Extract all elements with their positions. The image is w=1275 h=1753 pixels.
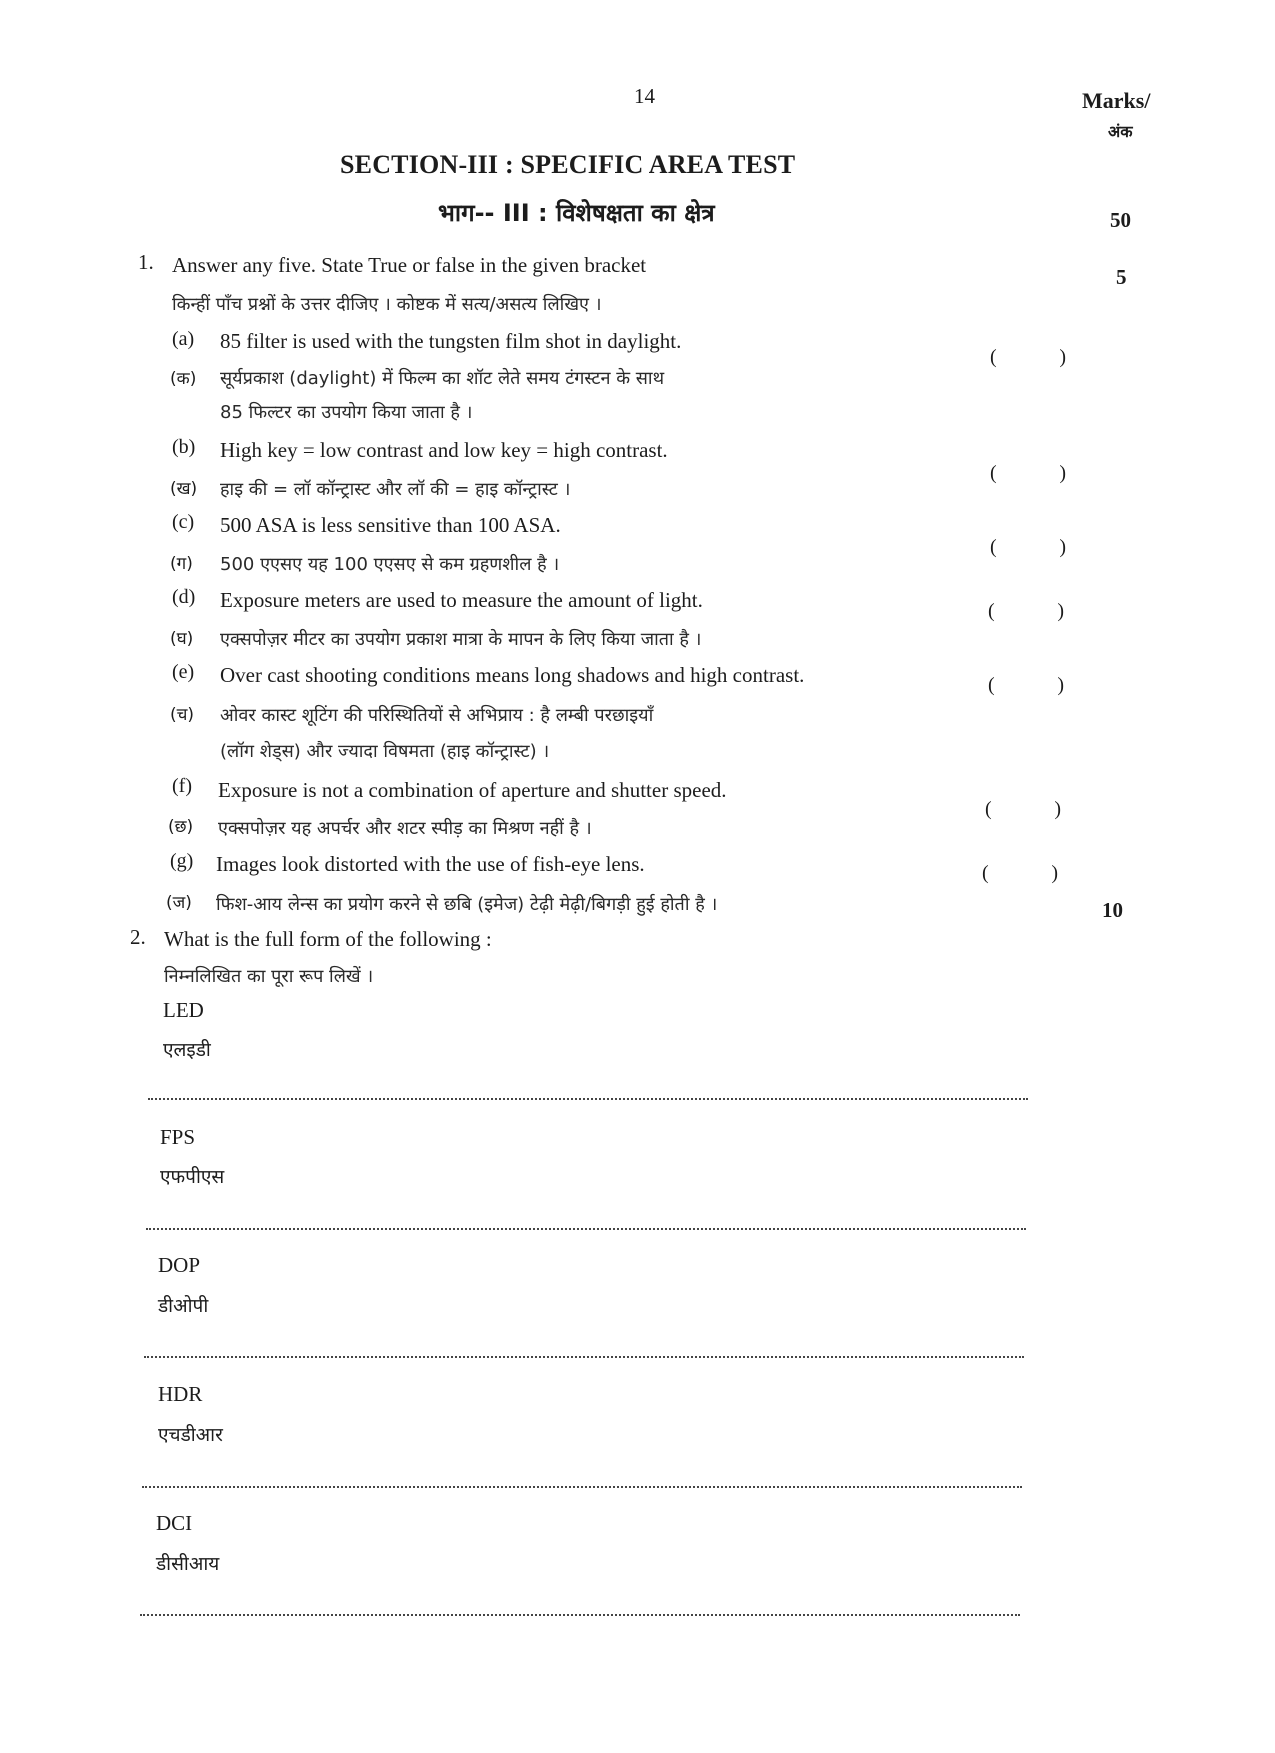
item-b-text-hindi: हाइ की = लॉ कॉन्ट्रास्ट और लॉ की = हाइ कॉन्ट्रास्ट । — [220, 479, 571, 500]
term-hdr-hindi: एचडीआर — [158, 1424, 223, 1446]
question-2-number: 2. — [130, 925, 146, 949]
term-hdr: HDR — [158, 1382, 203, 1406]
answer-line-dci[interactable] — [140, 1614, 1020, 1616]
item-e-answer-bracket — [988, 674, 1064, 697]
item-d-text-hindi: एक्सपोज़र मीटर का उपयोग प्रकाश मात्रा के मापन के लिए किया जाता है । — [220, 629, 702, 650]
item-c-label-hindi: (ग) — [170, 554, 193, 574]
item-a-label: (a) — [172, 328, 195, 350]
bracket-open: ( — [990, 536, 997, 558]
item-g-text: Images look distorted with the use of fish-eye lens. — [216, 852, 645, 876]
question-2-marks: 10 — [1102, 898, 1123, 922]
bracket-close: ) — [1051, 862, 1058, 884]
item-a-label-hindi: (क) — [170, 369, 197, 389]
item-c-label: (c) — [172, 511, 195, 533]
item-b-label: (b) — [172, 436, 196, 458]
term-fps: FPS — [160, 1125, 196, 1149]
item-b-label-hindi: (ख) — [170, 479, 198, 499]
bracket-open: ( — [988, 600, 995, 622]
item-c-answer-bracket — [990, 536, 1066, 559]
answer-line-hdr[interactable] — [142, 1486, 1022, 1488]
item-a-answer-bracket — [990, 346, 1066, 369]
bracket-open: ( — [990, 462, 997, 484]
bracket-close: ) — [1057, 600, 1064, 622]
item-e-text-hindi-cont: (लॉग शेड्स) और ज्यादा विषमता (हाइ कॉन्ट्रास्ट) । — [220, 741, 550, 762]
item-c-text-hindi: 500 एएसए यह 100 एएसए से कम ग्रहणशील है । — [220, 554, 560, 575]
bracket-open: ( — [988, 674, 995, 696]
item-d-label-hindi: (घ) — [170, 629, 194, 649]
item-d-answer-bracket — [988, 600, 1064, 623]
item-f-text: Exposure is not a combination of aperture and shutter speed. — [218, 778, 727, 802]
bracket-close: ) — [1059, 462, 1066, 484]
item-c-text: 500 ASA is less sensitive than 100 ASA. — [220, 513, 561, 537]
item-f-label-hindi: (छ) — [168, 817, 194, 837]
bracket-open: ( — [990, 346, 997, 368]
item-e-label: (e) — [172, 661, 195, 683]
term-dci-hindi: डीसीआय — [156, 1553, 220, 1575]
term-dop-hindi: डीओपी — [158, 1295, 209, 1317]
question-1-marks: 5 — [1116, 265, 1127, 289]
item-f-answer-bracket — [985, 798, 1061, 821]
item-f-label: (f) — [172, 775, 192, 797]
question-2-instruction-hindi: निम्नलिखित का पूरा रूप लिखें । — [164, 966, 374, 987]
question-2-instruction: What is the full form of the following : — [164, 927, 492, 951]
item-e-text-hindi: ओवर कास्ट शूटिंग की परिस्थितियों से अभिप्राय : है लम्बी परछाइयाँ — [220, 705, 654, 726]
bracket-open: ( — [982, 862, 989, 884]
bracket-close: ) — [1054, 798, 1061, 820]
term-fps-hindi: एफपीएस — [160, 1166, 225, 1188]
question-1-number: 1. — [138, 250, 154, 274]
item-a-text-hindi: सूर्यप्रकाश (daylight) में फिल्म का शॉट लेते समय टंगस्टन के साथ — [220, 368, 665, 389]
item-e-text: Over cast shooting conditions means long shadows and high contrast. — [220, 663, 805, 687]
item-d-label: (d) — [172, 586, 196, 608]
answer-line-led[interactable] — [148, 1098, 1028, 1100]
term-dop: DOP — [158, 1253, 201, 1277]
item-g-answer-bracket — [982, 862, 1058, 885]
page-number: 14 — [634, 84, 655, 108]
term-led: LED — [163, 998, 204, 1022]
bracket-close: ) — [1057, 674, 1064, 696]
item-a-text: 85 filter is used with the tungsten film shot in daylight. — [220, 329, 682, 353]
item-g-label-hindi: (ज) — [166, 893, 192, 913]
item-g-label: (g) — [170, 850, 194, 872]
term-led-hindi: एलइडी — [163, 1039, 211, 1061]
section-title-hindi: भाग-- III : विशेषक्षता का क्षेत्र — [438, 199, 715, 227]
answer-line-dop[interactable] — [144, 1356, 1024, 1358]
marks-column-heading: Marks/ — [1082, 88, 1151, 113]
item-f-text-hindi: एक्सपोज़र यह अपर्चर और शटर स्पीड़ का मिश्रण नहीं है । — [218, 818, 592, 839]
marks-column-heading-hindi: अंक — [1108, 122, 1133, 141]
item-e-label-hindi: (च) — [170, 705, 195, 725]
section-title: SECTION-III : SPECIFIC AREA TEST — [340, 150, 796, 179]
bracket-close: ) — [1059, 346, 1066, 368]
term-dci: DCI — [156, 1511, 193, 1535]
item-a-text-hindi-cont: 85 फिल्टर का उपयोग किया जाता है । — [220, 402, 473, 423]
item-g-text-hindi: फिश-आय लेन्स का प्रयोग करने से छबि (इमेज) टेढ़ी मेढ़ी/बिगड़ी हुई होती है । — [216, 894, 718, 915]
item-b-text: High key = low contrast and low key = high contrast. — [220, 438, 668, 462]
item-d-text: Exposure meters are used to measure the amount of light. — [220, 588, 703, 612]
answer-line-fps[interactable] — [146, 1228, 1026, 1230]
bracket-close: ) — [1059, 536, 1066, 558]
item-b-answer-bracket — [990, 462, 1066, 485]
question-1-instruction: Answer any five. State True or false in the given bracket — [172, 253, 647, 277]
section-marks: 50 — [1110, 208, 1131, 232]
question-1-instruction-hindi: किन्हीं पाँच प्रश्नों के उत्तर दीजिए । कोष्टक में सत्य/असत्य लिखिए । — [172, 294, 602, 315]
bracket-open: ( — [985, 798, 992, 820]
